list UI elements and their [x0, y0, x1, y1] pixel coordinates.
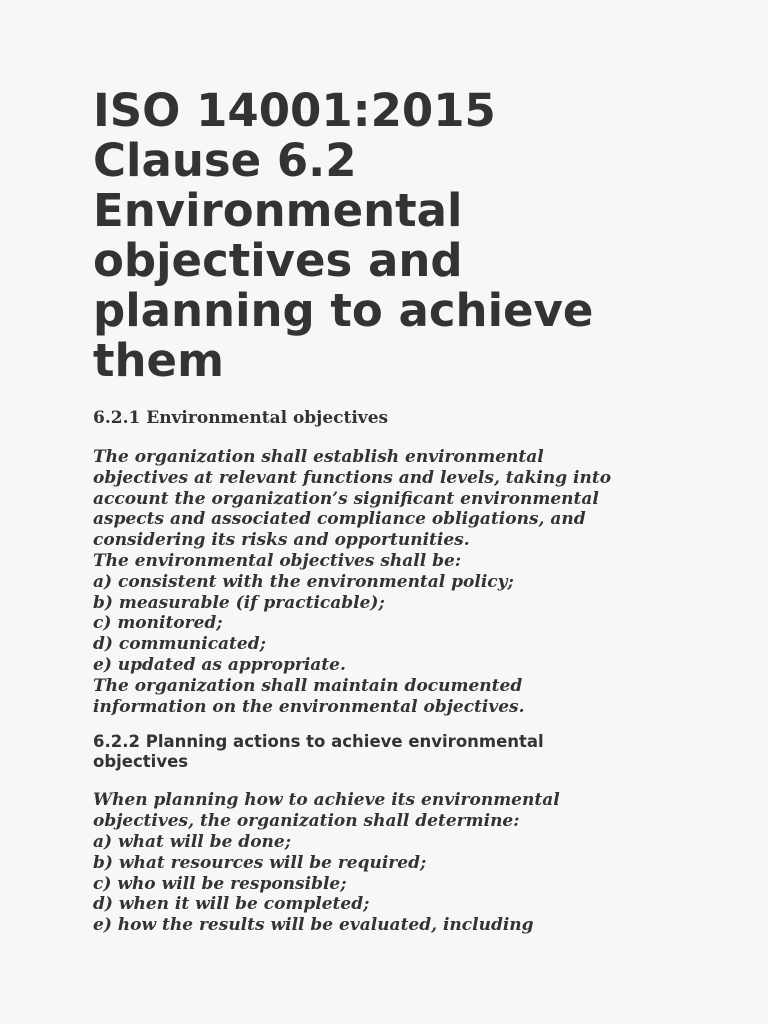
- list-item: b) measurable (if practicable);: [93, 592, 385, 613]
- title-line: them: [93, 334, 224, 387]
- title-line: ISO 14001:2015: [93, 84, 496, 137]
- body-line: The organization shall maintain documented: [93, 675, 523, 696]
- list-item: a) what will be done;: [93, 831, 291, 852]
- body-line: objectives, the organization shall determine:: [93, 811, 520, 832]
- list-item: d) when it will be completed;: [93, 894, 370, 915]
- list-item: e) updated as appropriate.: [93, 654, 346, 675]
- heading-line: 6.2.2 Planning actions to achieve environmental: [93, 732, 544, 752]
- body-line: information on the environmental objectives.: [93, 696, 525, 717]
- body-line: considering its risks and opportunities.: [93, 530, 470, 551]
- body-line: The environmental objectives shall be:: [93, 550, 462, 571]
- list-item: d) communicated;: [93, 634, 266, 655]
- list-item: c) who will be responsible;: [93, 873, 347, 894]
- section-heading-6-2-2: [93, 732, 693, 772]
- title-line: objectives and: [93, 234, 463, 287]
- body-line: The organization shall establish environmental: [93, 447, 544, 467]
- title-line: Environmental: [93, 184, 463, 237]
- title-line: planning to achieve: [93, 284, 594, 337]
- list-item: a) consistent with the environmental policy;: [93, 571, 514, 592]
- body-line: aspects and associated compliance obligations, and: [93, 509, 586, 530]
- page-title: [93, 86, 693, 386]
- list-item: e) how the results will be evaluated, including: [93, 915, 534, 936]
- heading-line: objectives: [93, 752, 189, 772]
- body-line: objectives at relevant functions and levels, taking into: [93, 467, 612, 488]
- body-line: When planning how to achieve its environmental: [93, 790, 560, 811]
- section-6-2-1-body: [93, 447, 683, 717]
- section-heading-6-2-1: 6.2.1 Environmental objectives: [93, 408, 389, 428]
- list-item: b) what resources will be required;: [93, 852, 427, 873]
- body-line: account the organization’s significant environmental: [93, 488, 599, 509]
- title-line: Clause 6.2: [93, 134, 357, 187]
- list-item: c) monitored;: [93, 613, 223, 634]
- section-6-2-2-body: [93, 790, 683, 936]
